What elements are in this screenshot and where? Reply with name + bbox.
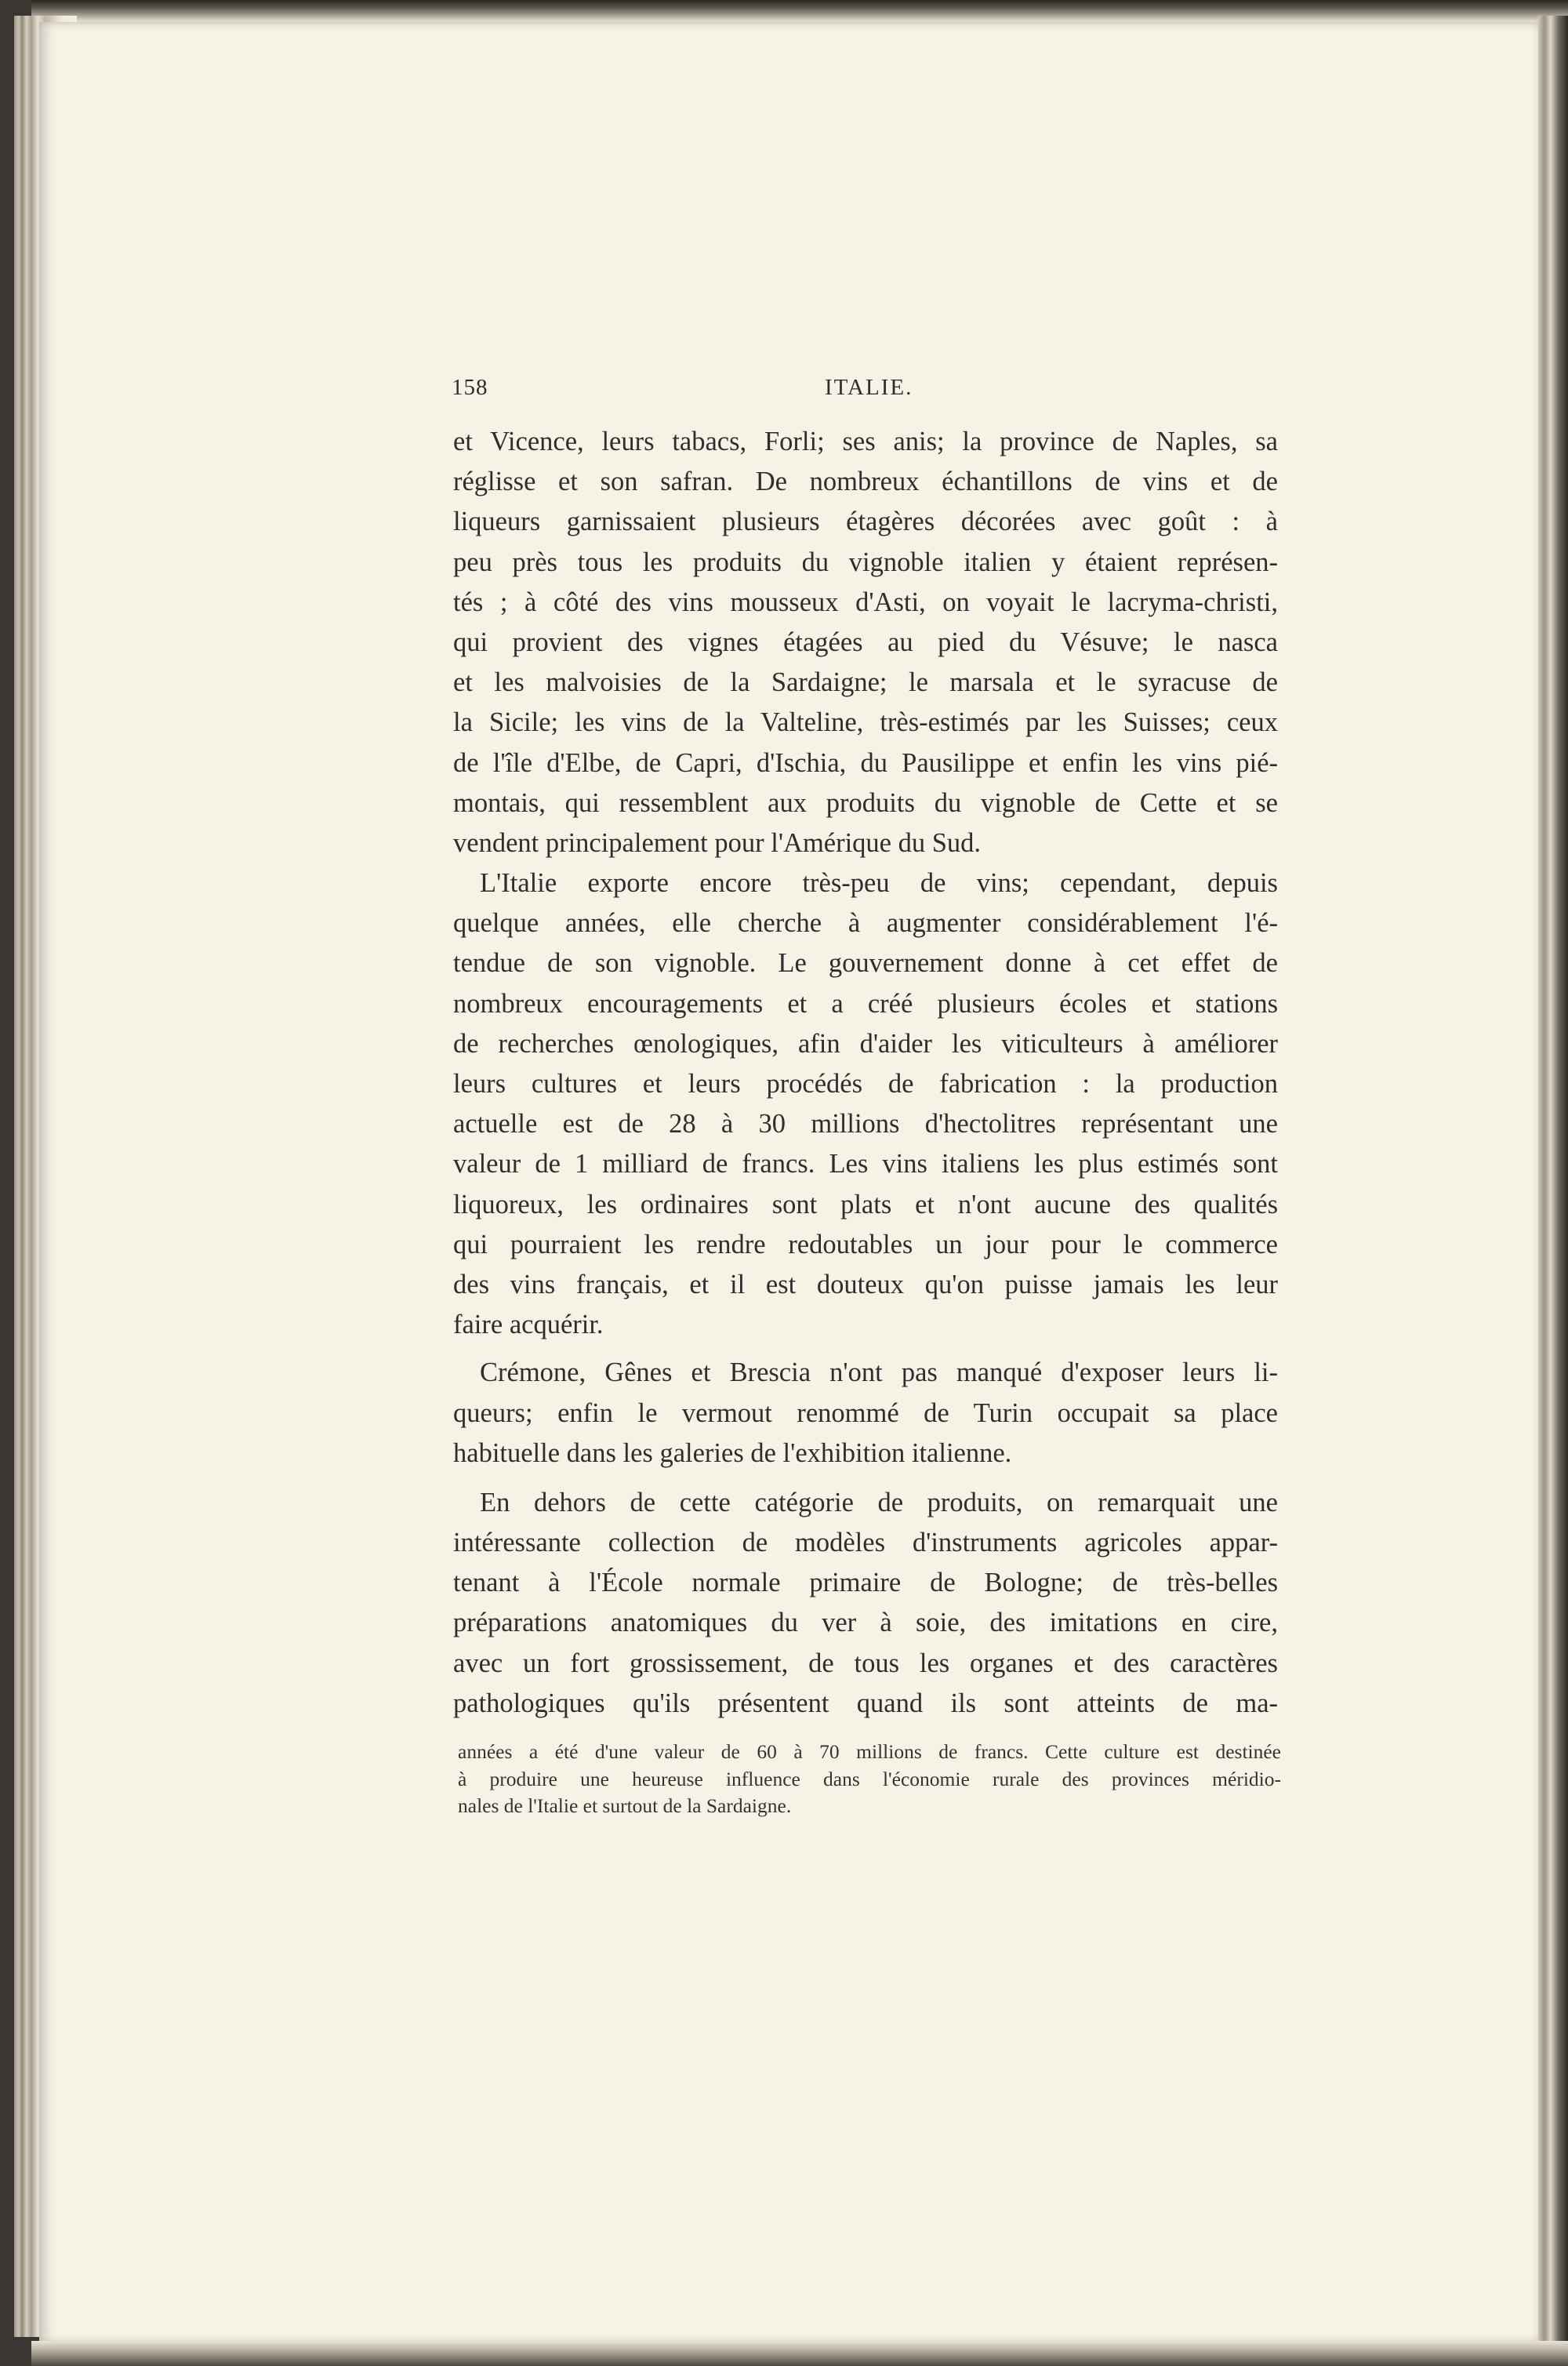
text-line: avec un fort grossissement, de tous les organes et des caractères [453, 1648, 1278, 1678]
text-line: montais, qui ressemblent aux produits du vignoble de Cette et se [453, 787, 1278, 818]
text-line: faire acquérir. [453, 1310, 604, 1340]
text-line: L'Italie exporte encore très-peu de vins; cependant, depuis [480, 868, 1278, 899]
page-number: 158 [452, 375, 488, 400]
text-line: liqueurs garnissaient plusieurs étagères décorées avec goût : à [453, 507, 1278, 537]
page-right-edge [1538, 16, 1568, 2366]
text-line: la Sicile; les vins de la Valteline, très-estimés par les Suisses; ceux [453, 707, 1278, 738]
text-line: actuelle est de 28 à 30 millions d'hectolitres représentant une [453, 1109, 1278, 1139]
text-line: Crémone, Gênes et Brescia n'ont pas manqué d'exposer leurs li- [480, 1357, 1278, 1388]
paragraph-1 [453, 422, 1278, 863]
text-line: queurs; enfin le vermout renommé de Turin occupait sa place [453, 1397, 1278, 1428]
text-line: de recherches œnologiques, afin d'aider les viticulteurs à améliorer [453, 1028, 1278, 1059]
footnote-line: à produire une heureuse influence dans l'économie rurale des provinces méridio- [458, 1767, 1281, 1790]
paragraph-2 [453, 863, 1278, 1345]
text-line: valeur de 1 milliard de francs. Les vins italiens les plus estimés sont [453, 1149, 1278, 1179]
paragraph-4 [453, 1483, 1278, 1724]
body-text [453, 422, 1278, 1724]
running-head: ITALIE. [825, 375, 913, 400]
footnote-line: nales de l'Italie et surtout de la Sardaigne. [458, 1794, 792, 1817]
text-line: et les malvoisies de la Sardaigne; le marsala et le syracuse de [453, 667, 1278, 698]
text-line: liquoreux, les ordinaires sont plats et n'ont aucune des qualités [453, 1189, 1278, 1219]
text-line: de l'île d'Elbe, de Capri, d'Ischia, du Pausilippe et enfin les vins pié- [453, 747, 1278, 778]
text-line: tenant à l'École normale primaire de Bologne; de très-belles [453, 1568, 1278, 1598]
text-line: leurs cultures et leurs procédés de fabrication : la production [453, 1069, 1278, 1099]
text-line: quelque années, elle cherche à augmenter considérablement l'é- [453, 908, 1278, 939]
text-line: et Vicence, leurs tabacs, Forli; ses anis; la province de Naples, sa [453, 427, 1278, 456]
page-header [452, 375, 1290, 406]
text-line: intéressante collection de modèles d'instruments agricoles appar- [453, 1528, 1278, 1558]
text-line: qui pourraient les rendre redoutables un jour pour le commerce [453, 1229, 1278, 1259]
text-line: tés ; à côté des vins mousseux d'Asti, on voyait le lacryma-christi, [453, 587, 1278, 617]
text-line: des vins français, et il est douteux qu'on puisse jamais les leur [453, 1269, 1278, 1299]
footnote-line: années a été d'une valeur de 60 à 70 millions de francs. Cette culture est destinée [458, 1740, 1281, 1763]
text-line: qui provient des vignes étagées au pied du Vésuve; le nasca [453, 627, 1278, 657]
text-line: habituelle dans les galeries de l'exhibition italienne. [453, 1437, 1012, 1468]
text-line: pathologiques qu'ils présentent quand ils sont atteints de ma- [453, 1688, 1278, 1718]
text-line: peu près tous les produits du vignoble italien y étaient représen- [453, 547, 1278, 577]
paragraph-3 [453, 1353, 1278, 1474]
text-line: nombreux encouragements et a créé plusieurs écoles et stations [453, 988, 1278, 1019]
text-line: réglisse et son safran. De nombreux échantillons de vins et de [453, 467, 1278, 497]
text-line: tendue de son vignoble. Le gouvernement donne à cet effet de [453, 948, 1278, 979]
footnote [458, 1739, 1281, 1820]
text-line: préparations anatomiques du ver à soie, des imitations en cire, [453, 1608, 1278, 1638]
page-bottom-edge [31, 2341, 1568, 2366]
text-line: En dehors de cette catégorie de produits, on remarquait une [480, 1487, 1278, 1517]
text-line: vendent principalement pour l'Amérique du Sud. [453, 827, 982, 858]
